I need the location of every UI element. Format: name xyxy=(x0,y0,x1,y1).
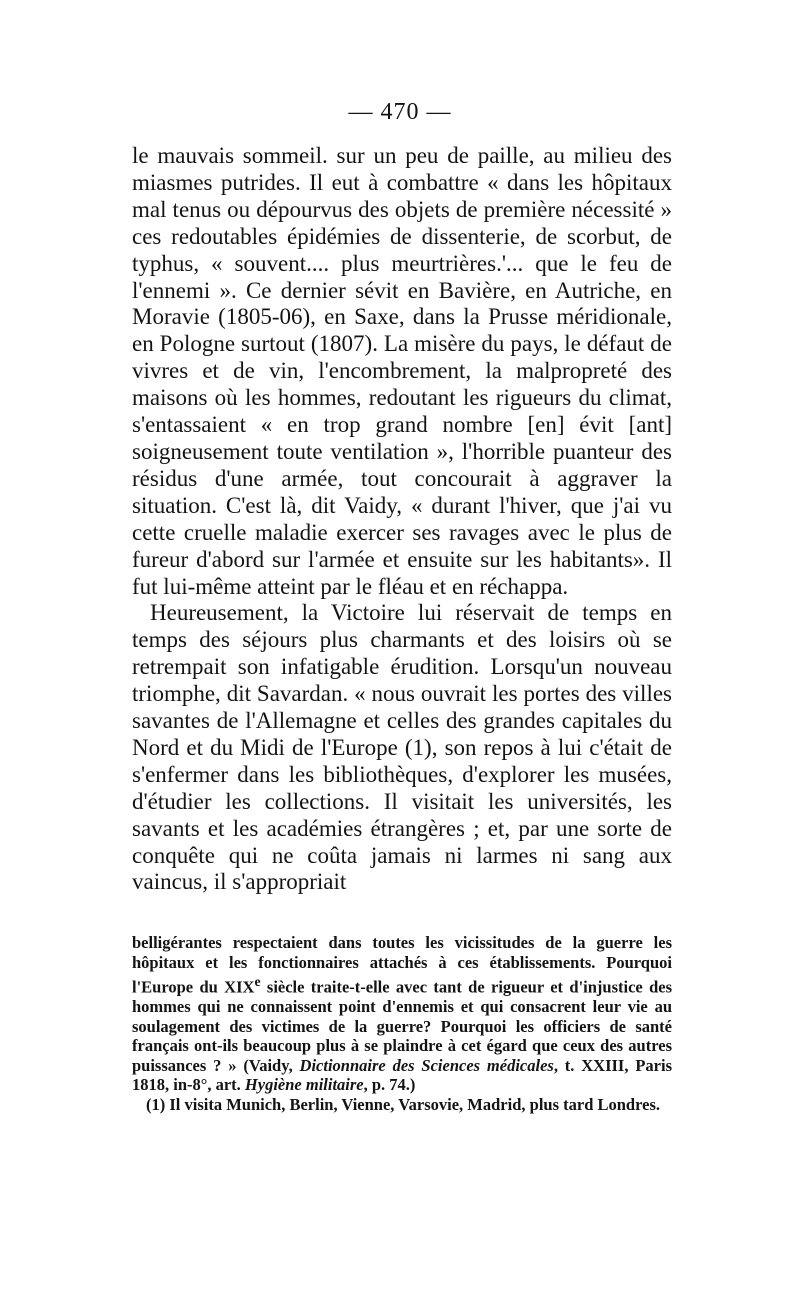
main-text xyxy=(132,143,672,896)
footnotes xyxy=(132,933,672,1114)
footnote-text-c: , t. XXIII, Paris 1818, in-8°, art. xyxy=(132,1055,672,1094)
footnote-1: (1) Il visita Munich, Berlin, Vienne, Varsovie, Madrid, plus tard Londres. xyxy=(146,1094,660,1114)
page-number: — 470 — xyxy=(348,99,452,125)
footnote-continuation xyxy=(132,933,672,1095)
footnote-italic-hygiene: Hygiène militaire xyxy=(244,1075,364,1094)
footnote-italic-dictionary: Dictionnaire des Sciences médicales xyxy=(299,1055,554,1075)
footnote-text-d: , p. 74.) xyxy=(363,1075,416,1094)
footnote-text-a: belligérantes respectaient dans toutes les vicissitudes de la guerre les hôpitaux et les fonctionnaires attachés à ces établissements. Pourquoi l'Europe du XIX xyxy=(132,933,672,997)
paragraph-2: Heureusement, la Victoire lui réservait de temps en temps des séjours plus charmants et des loisirs où se retrempait son infatigable érudition. Lorsqu'un nouveau triomphe, dit Savardan. « nous ouvrait les portes des villes savantes de l'Allemagne et celles des grandes capitales du Nord et du Midi de l'Europe (1), son repos à lui c'était de s'enfermer dans les bibliothèques, d'explorer les musées, d'étudier les collections. Il visitait les universités, les savants et les académies étrangères ; et, par une sorte de conquête qui ne coûta jamais ni larmes ni sang aux vaincus, il s'appropriait xyxy=(132,600,672,895)
footnote-text-b: siècle traite-t-elle avec tant de rigueur et d'injustice des hommes qui ne connaissent point d'ennemis et qui consacrent leur vie au soulagement des victimes de la guerre? Pourquoi les officiers de santé français ont-ils beaucoup plus à se plaindre à cet égard que ceux des autres puissances ? » (Vaidy, xyxy=(132,977,672,1075)
paragraph-1: le mauvais sommeil. sur un peu de paille, au milieu des miasmes putrides. Il eut à combattre « dans les hôpitaux mal tenus ou dépourvus des objets de première nécessité » ces redoutables épidémies de dissenterie, de scorbut, de typhus, « souvent.... plus meurtrières.'... que le feu de l'ennemi ». Ce dernier sévit en Bavière, en Autriche, en Moravie (1805-06), en Saxe, dans la Prusse méridionale, en Pologne surtout (1807). La misère du pays, le défaut de vivres et de vin, l'encombrement, la malpropreté des maisons où les hommes, redoutant les rigueurs du climat, s'entassaient « en trop grand nombre [en] évit [ant] soigneusement toute ventilation », l'horrible puanteur des résidus d'une armée, tout concourait à aggraver la situation. C'est là, dit Vaidy, « durant l'hiver, que j'ai vu cette cruelle maladie exercer ses ravages avec le plus de fureur d'abord sur l'armée et ensuite sur les habitants». Il fut lui-même atteint par le fléau et en réchappa. xyxy=(132,143,672,599)
century-superscript: e xyxy=(254,974,261,989)
